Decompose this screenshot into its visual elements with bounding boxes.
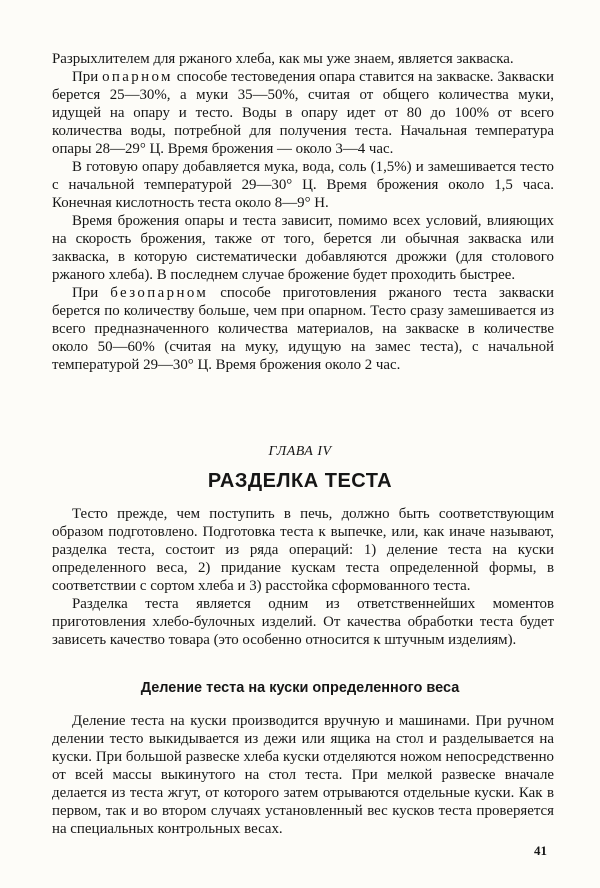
- paragraph: [52, 68, 554, 158]
- paragraph: В готовую опару добавляется мука, вода, соль (1,5%) и замешивается тесто с начальной температурой 29—30° Ц. Время брожения около 1,5 часа. Конечная кислотность теста около 8—9° Н.: [52, 159, 554, 211]
- text-block-top: [52, 50, 554, 374]
- chapter-label: ГЛАВА IV: [268, 444, 332, 459]
- paragraph-lead: При: [72, 285, 99, 301]
- paragraph-text: способе приготовления ржаного теста закваски берется по количеству больше, чем при опарном. Тесто сразу замешивается из всего предназначенного количества материалов, на закваске в количестве около 50—60% (считая на муку, идущую на замес теста), с начальной температурой 29—30° Ц. Время брожения около 2 час.: [52, 285, 554, 373]
- chapter-title: РАЗДЕЛКА ТЕСТА: [207, 470, 393, 492]
- paragraph: Деление теста на куски производится вручную и машинами. При ручном делении тесто выкидывается из дежи или ящика на стол и разделывается на куски. При большой развеске хлеба куски отделяются ножом непосредственно от всей массы выкинутого на стол теста. При мелкой развеске вначале делается из теста жгут, от которого затем отрываются отдельные куски. Как в первом, так и во втором случаях установленный вес кусков теста проверяется на специальных контрольных весах.: [52, 713, 554, 837]
- paragraph: Тесто прежде, чем поступить в печь, должно быть соответствующим образом подготовлено. Подготовка теста к выпечке, или, как иначе называют, разделка теста, состоит из ряда операций: 1) деление теста на куски определенного веса, 2) придание кускам теста определенной формы, в соответствии с сортом хлеба и 3) расстойка сформованного теста.: [52, 506, 554, 594]
- paragraph-text: способе тестоведения опара ставится на закваске. Закваски берется 25—30%, а муки 35—50%, считая от общего количества муки, идущей на опару и тесто. Воды в опару идет от 80 до 100% от всего количества воды, потребной для получения теста. Начальная температура опары 28—29° Ц. Время брожения — около 3—4 час.: [52, 69, 554, 157]
- emphasized-term: безопарном: [110, 285, 209, 301]
- paragraph: Разделка теста является одним из ответственнейших моментов приготовления хлебо-булочных изделий. От качества обработки теста будет зависеть качество товара (это особенно относится к штучным изделиям).: [52, 596, 554, 648]
- paragraph: Разрыхлителем для ржаного хлеба, как мы уже знаем, является закваска.: [52, 51, 514, 67]
- emphasized-term: опарном: [102, 69, 173, 85]
- section-heading: Деление теста на куски определенного веса: [140, 680, 460, 696]
- paragraph-lead: При: [72, 69, 99, 85]
- paragraph: [52, 284, 554, 374]
- text-block-chapter: [52, 505, 554, 649]
- paragraph: Время брожения опары и теста зависит, помимо всех условий, влияющих на скорость брожения, также от того, берется ли обычная закваска или закваска, в которую систематически добавляются дрожжи (для столового ржаного хлеба). В последнем случае брожение будет проходить быстрее.: [52, 213, 554, 283]
- text-block-section: [52, 712, 554, 838]
- page-number: 41: [534, 843, 547, 858]
